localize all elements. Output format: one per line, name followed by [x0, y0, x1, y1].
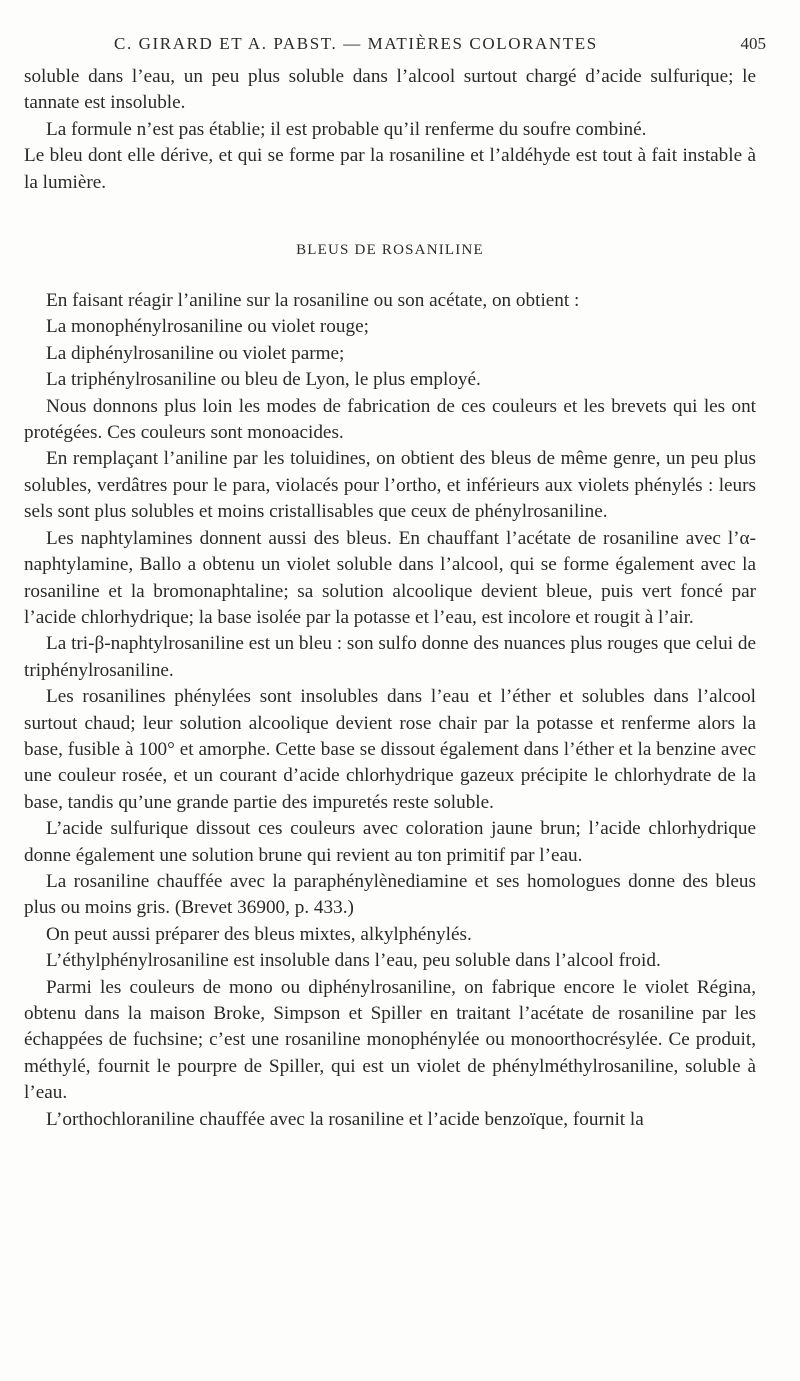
paragraph: L’orthochloraniline chauffée avec la rosaniline et l’acide benzoïque, fournit la	[46, 1108, 644, 1130]
list-item: La triphénylrosaniline ou bleu de Lyon, le plus employé.	[46, 369, 481, 391]
paragraph: Les rosanilines phénylées sont insolubles dans l’eau et l’éther et solubles dans l’alcool surtout chaud; leur solution alcoolique devient rose chair par la potasse et renferme alors la base, fusible à 100° et amorphe. Cette base se dissout également dans l’éther et la benzine avec une couleur rosée, et un courant d’acide chlorhydrique gazeux précipite le chlorhydrate de la base, tandis qu’une grande partie des impuretés reste soluble.	[24, 686, 756, 813]
paragraph: On peut aussi préparer des bleus mixtes, alkylphénylés.	[46, 923, 472, 945]
paragraph: En faisant réagir l’aniline sur la rosaniline ou son acétate, on obtient :	[46, 290, 580, 312]
page-number: 405	[740, 34, 766, 53]
list-item: La monophénylrosaniline ou violet rouge;	[46, 316, 369, 338]
body-text	[24, 64, 756, 1133]
list-item: La diphénylrosaniline ou violet parme;	[46, 342, 345, 364]
paragraph: soluble dans l’eau, un peu plus soluble dans l’alcool surtout chargé d’acide sulfurique; le tannate est insoluble.	[24, 66, 756, 114]
paragraph: Parmi les couleurs de mono ou diphénylrosaniline, on fabrique encore le violet Régina, obtenu dans la maison Broke, Simpson et Spiller en traitant l’acétate de rosaniline par les échappées de fuchsine; c’est une rosaniline monophénylée ou monoorthocrésylée. Ce produit, méthylé, fournit le pourpre de Spiller, qui est un violet de phénylméthylrosaniline, soluble à l’eau.	[24, 976, 756, 1104]
paragraph: En remplaçant l’aniline par les toluidines, on obtient des bleus de même genre, un peu plus solubles, verdâtres pour le para, violacés pour l’ortho, et inférieurs aux violets phénylés : leurs sels sont plus solubles et moins cristallisables que ceux de phénylrosaniline.	[24, 448, 756, 523]
running-head	[24, 34, 766, 58]
paragraph: La formule n’est pas établie; il est probable qu’il renferme du soufre combiné.	[46, 118, 647, 140]
paragraph: L’acide sulfurique dissout ces couleurs avec coloration jaune brun; l’acide chlorhydrique donne également une solution brune qui revient au ton primitif par l’eau.	[24, 818, 756, 866]
paragraph: La tri-β-naphtylrosaniline est un bleu : son sulfo donne des nuances plus rouges que celui de triphénylrosaniline.	[24, 633, 756, 681]
paragraph: La rosaniline chauffée avec la paraphénylènediamine et ses homologues donne des bleus plus ou moins gris. (Brevet 36900, p. 433.)	[24, 870, 756, 919]
paragraph: Le bleu dont elle dérive, et qui se forme par la rosaniline et l’aldéhyde est tout à fait instable à la lumière.	[24, 145, 756, 193]
running-title: C. GIRARD ET A. PABST. — MATIÈRES COLORANTES	[114, 34, 598, 53]
section-heading: BLEUS DE ROSANILINE	[296, 242, 484, 259]
paragraph: L’éthylphénylrosaniline est insoluble dans l’eau, peu soluble dans l’alcool froid.	[46, 950, 661, 972]
paragraph: Les naphtylamines donnent aussi des bleus. En chauffant l’acétate de rosaniline avec l’α-naphtylamine, Ballo a obtenu un violet soluble dans l’alcool, qui se forme également avec la rosaniline et la bromonaphtaline; sa solution alcoolique devient bleue, puis vert foncé par l’acide chlorhydrique; la base isolée par la potasse et l’eau, est incolore et rougit à l’air.	[24, 527, 756, 628]
paragraph: Nous donnons plus loin les modes de fabrication de ces couleurs et les brevets qui les ont protégées. Ces couleurs sont monoacides.	[24, 395, 756, 444]
